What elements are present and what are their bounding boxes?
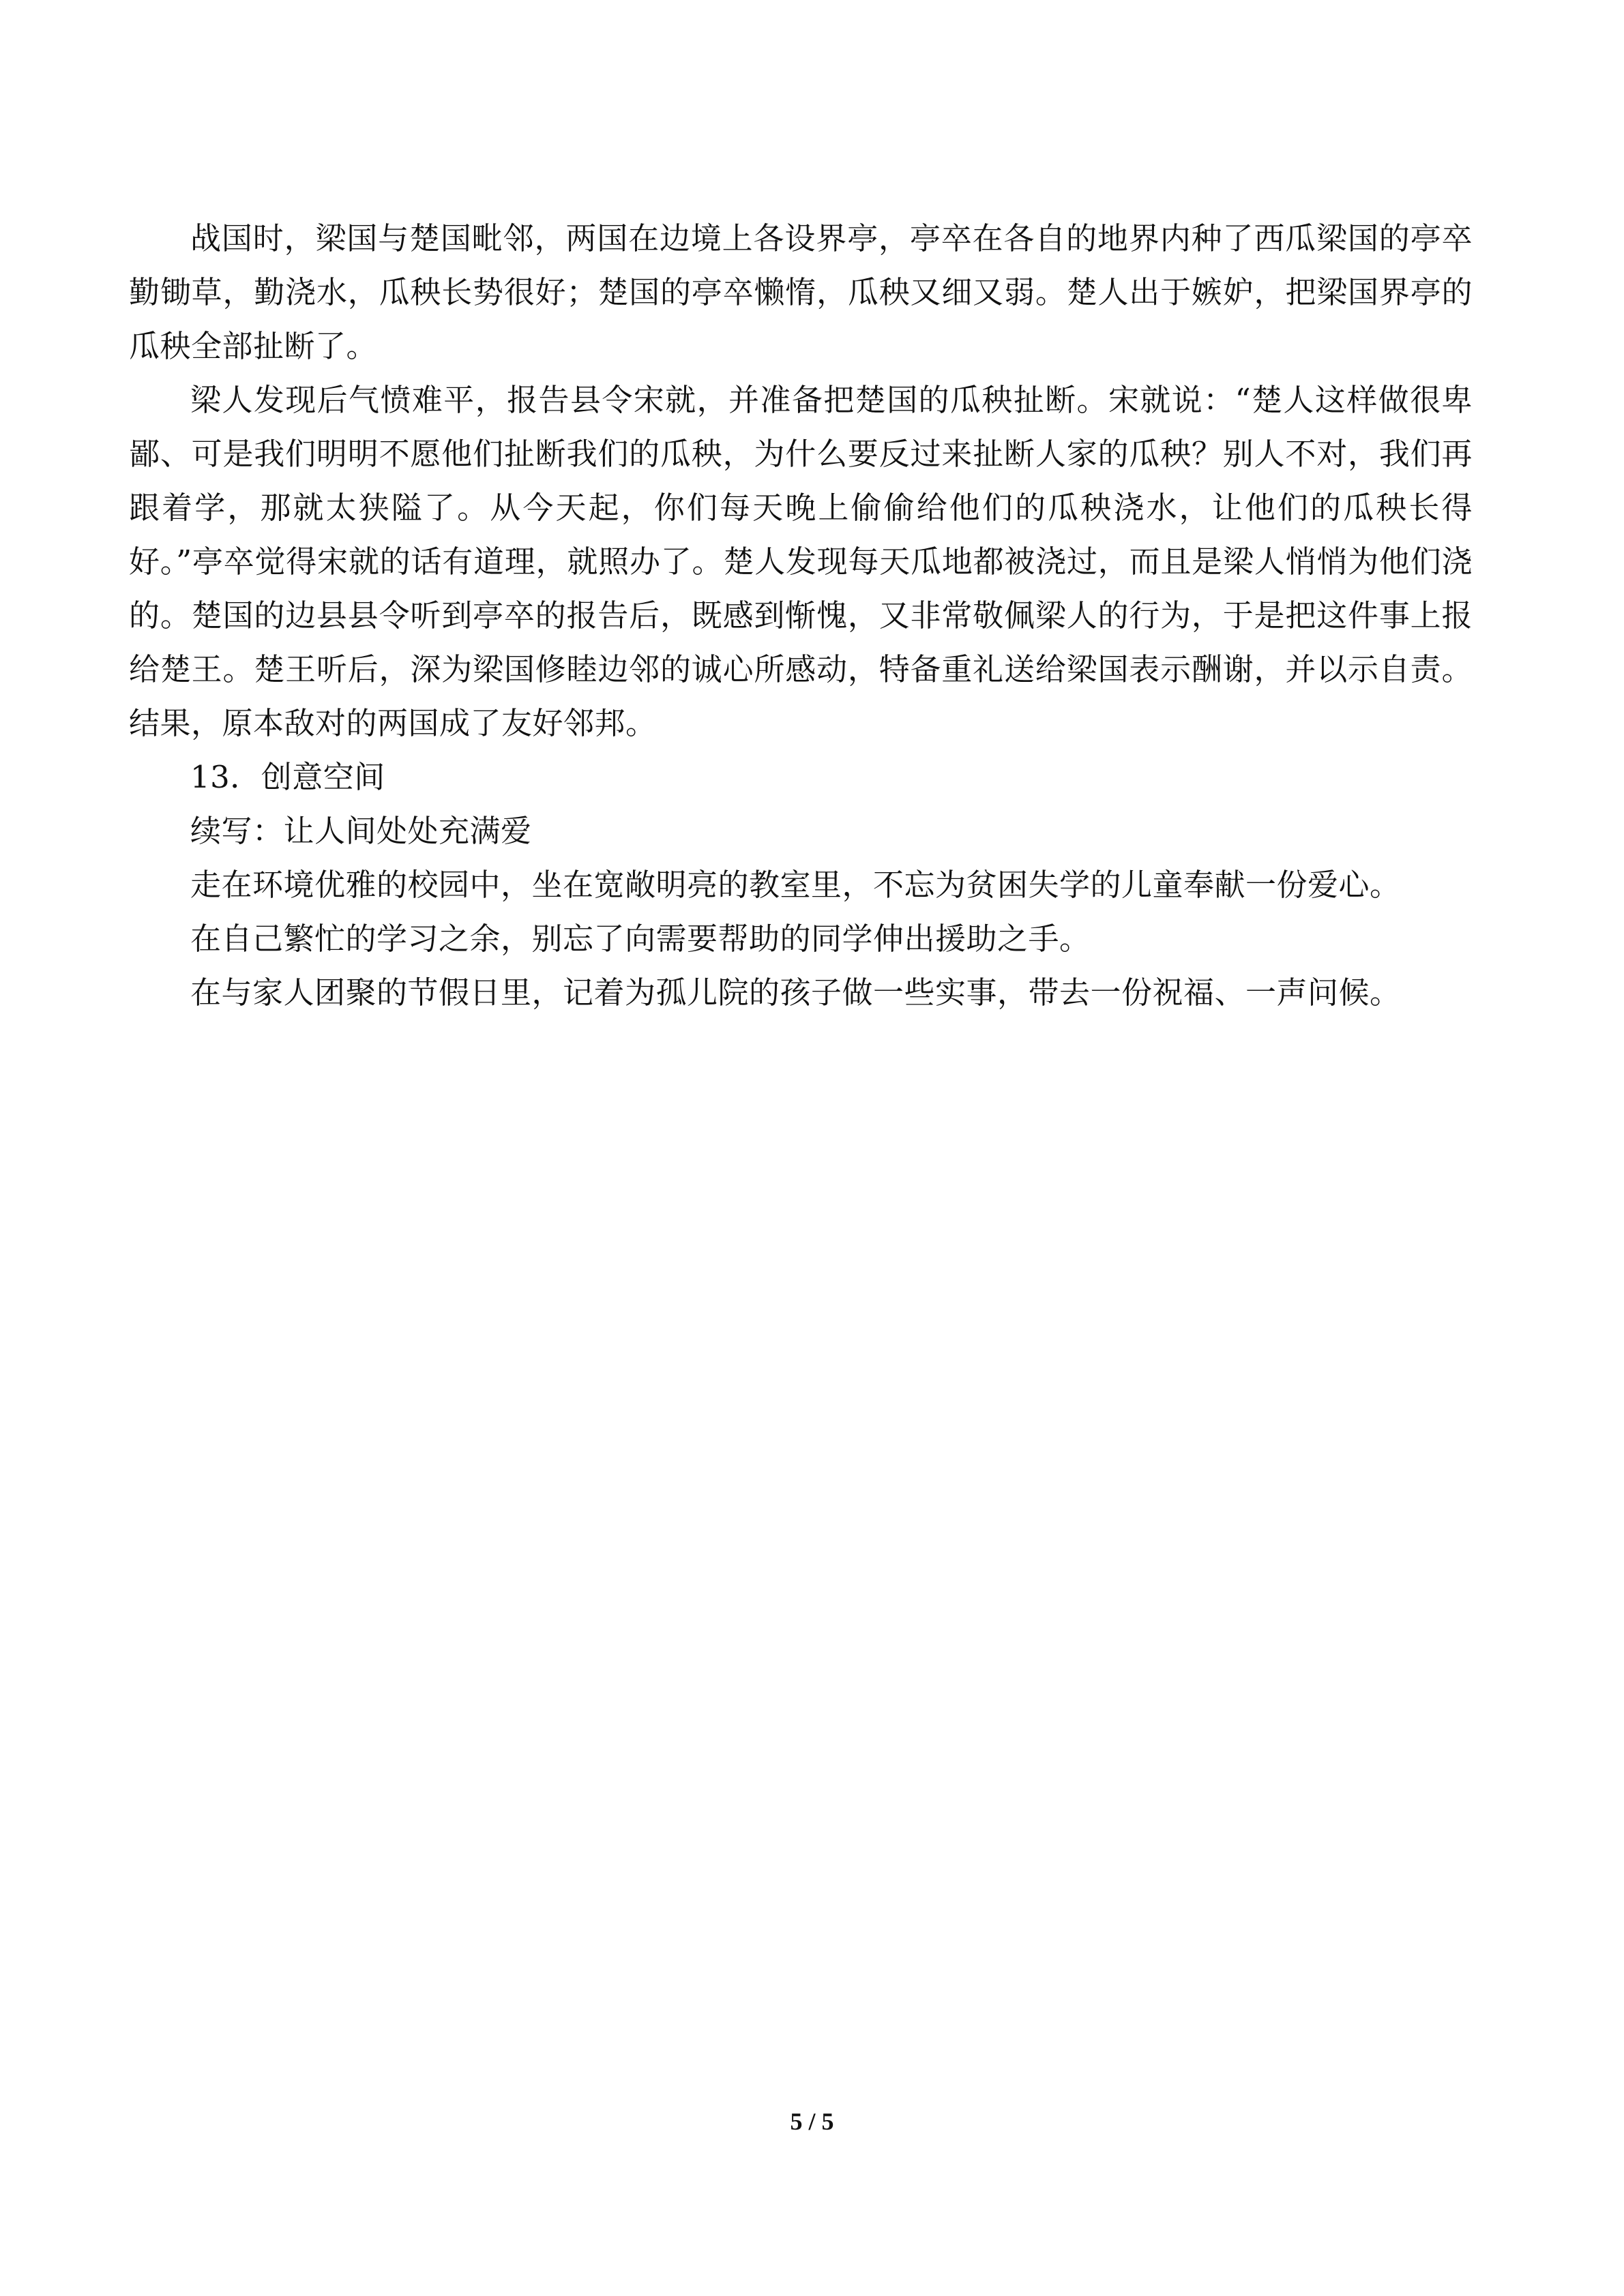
section-heading-creative-space: 13．创意空间 bbox=[190, 759, 385, 795]
paragraph-story-intro: 战国时，梁国与楚国毗邻，两国在边境上各设界亭，亭卒在各自的地界内种了西瓜梁国的亭卒勤锄草，勤浇水，瓜秧长势很好；楚国的亭卒懒惰，瓜秧又细又弱。楚人出于嫉妒，把梁国界亭的瓜秧全部扯断了。 bbox=[129, 220, 1473, 364]
document-body bbox=[129, 211, 1473, 1019]
paragraph-continuation-2: 在自己繁忙的学习之余，别忘了向需要帮助的同学伸出援助之手。 bbox=[190, 921, 1091, 957]
paragraph-continuation-3: 在与家人团聚的节假日里，记着为孤儿院的孩子做一些实事，带去一份祝福、一声问候。 bbox=[190, 974, 1401, 1011]
page-number: 5 / 5 bbox=[790, 2108, 834, 2135]
paragraph-story-main: 梁人发现后气愤难平，报告县令宋就，并准备把楚国的瓜秧扯断。宋就说：“楚人这样做很卑鄙、可是我们明明不愿他们扯断我们的瓜秧，为什么要反过来扯断人家的瓜秧？别人不对，我们再跟着学，那就太狭隘了。从今天起，你们每天晚上偷偷给他们的瓜秧浇水，让他们的瓜秧长得好。”亭卒觉得宋就的话有道理，就照办了。楚人发现每天瓜地都被浇过，而且是梁人悄悄为他们浇的。楚国的边县县令听到亭卒的报告后，既感到惭愧，又非常敬佩梁人的行为，于是把这件事上报给楚王。楚王听后，深为梁国修睦边邻的诚心所感动，特备重礼送给梁国表示酬谢，并以示自责。结果，原本敌对的两国成了友好邻邦。 bbox=[129, 382, 1473, 741]
paragraph-continuation-1: 走在环境优雅的校园中，坐在宽敞明亮的教室里，不忘为贫困失学的儿童奉献一份爱心。 bbox=[190, 867, 1401, 903]
continuation-title: 续写：让人间处处充满爱 bbox=[190, 813, 532, 849]
